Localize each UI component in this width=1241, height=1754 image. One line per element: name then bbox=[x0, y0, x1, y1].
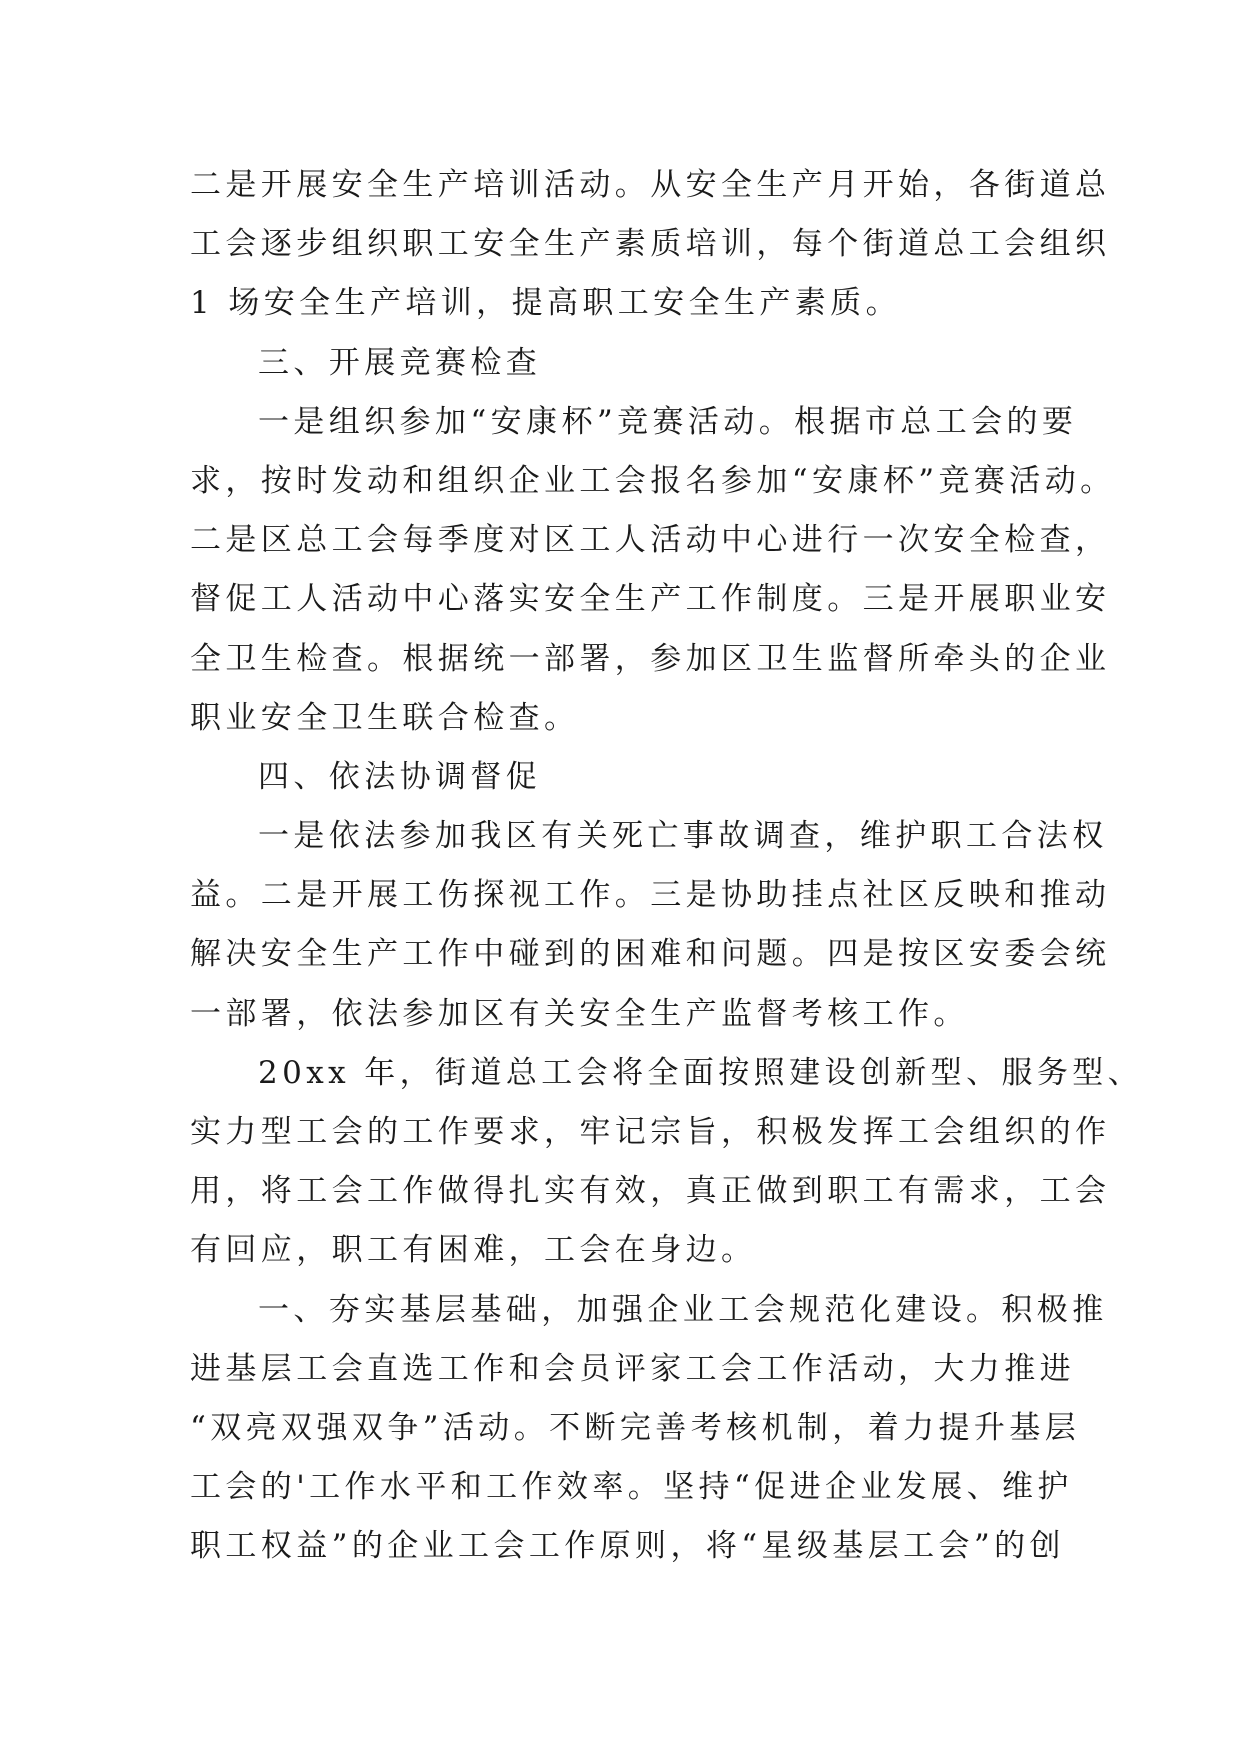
text-line: 进基层工会直选工作和会员评家工会工作活动，大力推进 bbox=[190, 1350, 1075, 1387]
text-line: 有回应，职工有困难，工会在身边。 bbox=[190, 1232, 757, 1269]
text-line: 一是依法参加我区有关死亡事故调查，维护职工合法权 bbox=[258, 818, 1108, 855]
text-line: 实力型工会的工作要求，牢记宗旨，积极发挥工会组织的作 bbox=[190, 1114, 1111, 1150]
text-line: 二是开展安全生产培训活动。从安全生产月开始，各街道总 bbox=[190, 167, 1111, 203]
text-line: 职工权益”的企业工会工作原则，将“星级基层工会”的创 bbox=[190, 1528, 1065, 1565]
text-line: 20xx 年，街道总工会将全面按照建设创新型、服务型、 bbox=[258, 1054, 1144, 1091]
document-body bbox=[190, 156, 1144, 1577]
text-line: 一、夯实基层基础，加强企业工会规范化建设。积极推 bbox=[258, 1291, 1108, 1328]
text-line: 用，将工会工作做得扎实有效，真正做到职工有需求，工会 bbox=[190, 1173, 1111, 1210]
text-line: 解决安全生产工作中碰到的困难和问题。四是按区安委会统 bbox=[190, 936, 1111, 973]
text-line: “双亮双强双争”活动。不断完善考核机制，着力提升基层 bbox=[190, 1409, 1081, 1446]
text-line: 职业安全卫生联合检查。 bbox=[190, 699, 580, 736]
text-line: 一部署，依法参加区有关安全生产监督考核工作。 bbox=[190, 995, 969, 1032]
text-line: 工会逐步组织职工安全生产素质培训，每个街道总工会组织 bbox=[190, 226, 1111, 263]
text-line: 益。二是开展工伤探视工作。三是协助挂点社区反映和推动 bbox=[190, 877, 1111, 914]
text-line: 1 场安全生产培训，提高职工安全生产素质。 bbox=[190, 285, 901, 322]
text-line: 二是区总工会每季度对区工人活动中心进行一次安全检查， bbox=[190, 522, 1111, 559]
text-line: 求，按时发动和组织企业工会报名参加“安康杯”竞赛活动。 bbox=[190, 462, 1116, 499]
text-line: 一是组织参加“安康杯”竞赛活动。根据市总工会的要 bbox=[258, 403, 1078, 440]
text-line: 工会的'工作水平和工作效率。坚持“促进企业发展、维护 bbox=[190, 1469, 1073, 1506]
text-line: 三、开展竞赛检查 bbox=[258, 344, 542, 381]
text-line: 全卫生检查。根据统一部署，参加区卫生监督所牵头的企业 bbox=[190, 640, 1111, 677]
text-line: 督促工人活动中心落实安全生产工作制度。三是开展职业安 bbox=[190, 581, 1111, 618]
text-line: 四、依法协调督促 bbox=[258, 758, 542, 795]
